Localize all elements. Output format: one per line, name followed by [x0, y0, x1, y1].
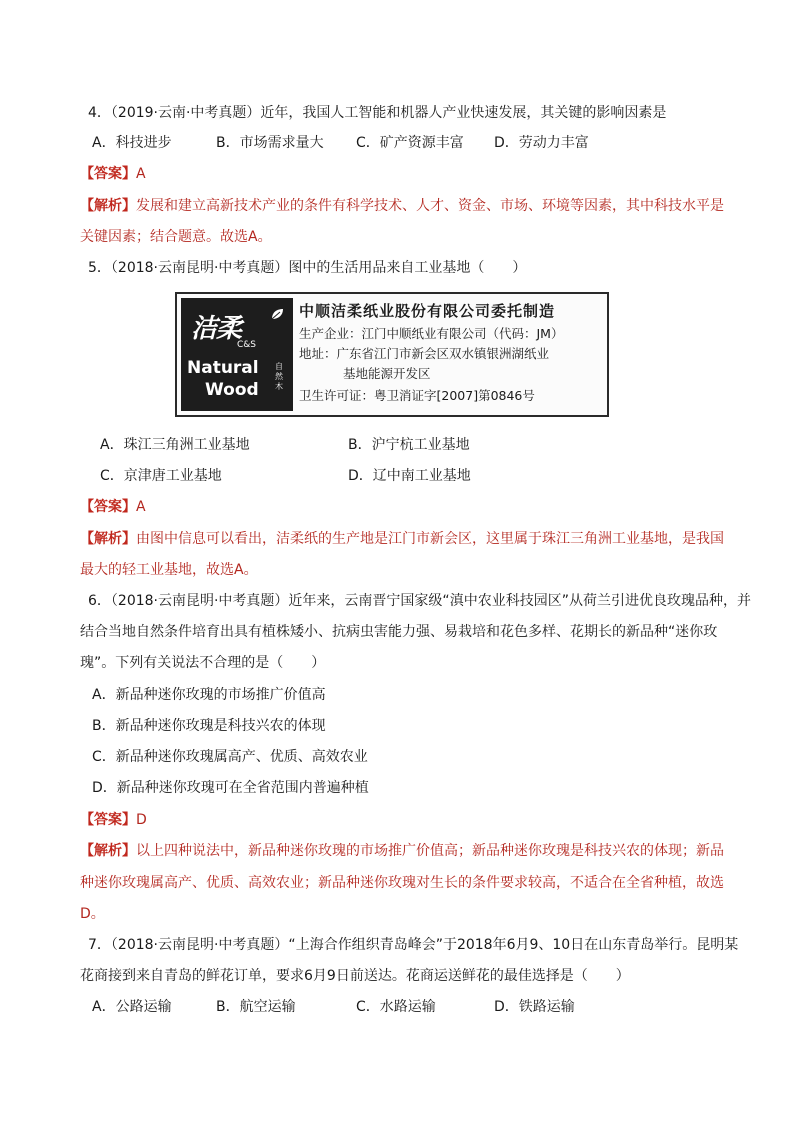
q7-option-b: B．航空运输	[216, 999, 296, 1015]
answer-tag: 【答案】	[80, 812, 136, 828]
question-5-options-row-2	[100, 466, 471, 486]
q7-option-d: D．铁路运输	[494, 999, 575, 1015]
brand-side: 自然木	[275, 362, 283, 391]
question-4-options	[92, 133, 589, 153]
question-6-stem-2: 结合当地自然条件培育出具有植株矮小、抗病虫害能力强、易栽培和花色多样、花期长的新品种“迷你玫	[80, 624, 718, 640]
q4-analysis-line-2: 关键因素；结合题意。故选A。	[80, 229, 272, 245]
label-line-4: 基地能源开发区	[343, 366, 431, 381]
q7-option-c: C．水路运输	[356, 999, 436, 1015]
brand-cn: 洁柔	[191, 314, 242, 344]
question-6-stem-3: 瑰”。下列有关说法不合理的是（ ）	[80, 655, 326, 671]
answer-value: A	[136, 166, 146, 182]
answer-tag: 【答案】	[80, 499, 136, 515]
q5-analysis-line-1	[80, 529, 724, 549]
brand-cs: C&S	[237, 340, 257, 350]
analysis-tag: 【解析】	[80, 531, 136, 547]
answer-value: D	[136, 812, 147, 828]
analysis-text: 发展和建立高新技术产业的条件有科学技术、人才、资金、市场、环境等因素，其中科技水平是	[136, 198, 724, 214]
label-line-1: 中顺洁柔纸业股份有限公司委托制造	[299, 302, 556, 320]
q6-option-d: D．新品种迷你玫瑰可在全省范围内普遍种植	[92, 780, 369, 796]
q4-option-d: D．劳动力丰富	[494, 135, 589, 151]
q4-answer	[80, 164, 146, 184]
question-5-stem: 5．（2018·云南昆明·中考真题）图中的生活用品来自工业基地（ ）	[88, 260, 527, 276]
q4-option-a: A．科技进步	[92, 135, 172, 151]
q6-option-a: A．新品种迷你玫瑰的市场推广价值高	[92, 687, 326, 703]
q4-option-b: B．市场需求量大	[216, 135, 324, 151]
q4-option-c: C．矿产资源丰富	[356, 135, 464, 151]
q4-analysis-line-1	[80, 196, 724, 216]
label-line-5: 卫生许可证：粤卫消证字[2007]第0846号	[299, 388, 535, 403]
analysis-tag: 【解析】	[80, 198, 136, 214]
brand-en-1: Natural	[187, 358, 259, 378]
question-4-stem: 4．（2019·云南·中考真题）近年，我国人工智能和机器人产业快速发展，其关键的影响因素是	[88, 105, 667, 121]
leaf-icon	[269, 306, 285, 322]
brand-en-2: Wood	[205, 380, 259, 400]
label-line-2: 生产企业：江门中顺纸业有限公司（代码：JM）	[299, 326, 564, 341]
answer-value: A	[136, 499, 146, 515]
q5-answer	[80, 497, 146, 517]
q6-analysis-line-3: D。	[80, 906, 105, 922]
q5-option-a: A．珠江三角洲工业基地	[100, 437, 250, 453]
q5-option-d: D．辽中南工业基地	[348, 468, 471, 484]
q7-option-a: A．公路运输	[92, 999, 172, 1015]
question-7-stem-1: 7．（2018·云南昆明·中考真题）“上海合作组织青岛峰会”于2018年6月9、10日在山东青岛举行。昆明某	[88, 937, 739, 953]
q5-option-c: C．京津唐工业基地	[100, 468, 222, 484]
answer-tag: 【答案】	[80, 166, 136, 182]
q6-analysis-line-2: 种迷你玫瑰属高产、优质、高效农业；新品种迷你玫瑰对生长的条件要求较高，不适合在全省种植，故选	[80, 875, 724, 891]
question-7-options	[92, 997, 575, 1017]
product-label-image	[175, 292, 609, 417]
q6-answer	[80, 810, 147, 830]
question-5-options-row-1	[100, 435, 470, 455]
q5-analysis-line-2: 最大的轻工业基地，故选A。	[80, 562, 258, 578]
analysis-text: 由图中信息可以看出，洁柔纸的生产地是江门市新会区，这里属于珠江三角洲工业基地，是我国	[136, 531, 724, 547]
analysis-text: 以上四种说法中，新品种迷你玫瑰的市场推广价值高；新品种迷你玫瑰是科技兴农的体现；新品	[136, 843, 724, 859]
brand-logo	[181, 298, 293, 411]
question-7-stem-2: 花商接到来自青岛的鲜花订单，要求6月9日前送达。花商运送鲜花的最佳选择是（ ）	[80, 968, 630, 984]
q6-analysis-line-1	[80, 841, 724, 861]
q5-option-b: B．沪宁杭工业基地	[348, 437, 470, 453]
label-line-3: 地址：广东省江门市新会区双水镇银洲湖纸业	[299, 346, 550, 361]
q6-option-b: B．新品种迷你玫瑰是科技兴农的体现	[92, 718, 326, 734]
analysis-tag: 【解析】	[80, 843, 136, 859]
question-6-stem-1: 6．（2018·云南昆明·中考真题）近年来，云南晋宁国家级“滇中农业科技园区”从荷兰引进优良玫瑰品种，并	[88, 593, 751, 609]
q6-option-c: C．新品种迷你玫瑰属高产、优质、高效农业	[92, 749, 368, 765]
